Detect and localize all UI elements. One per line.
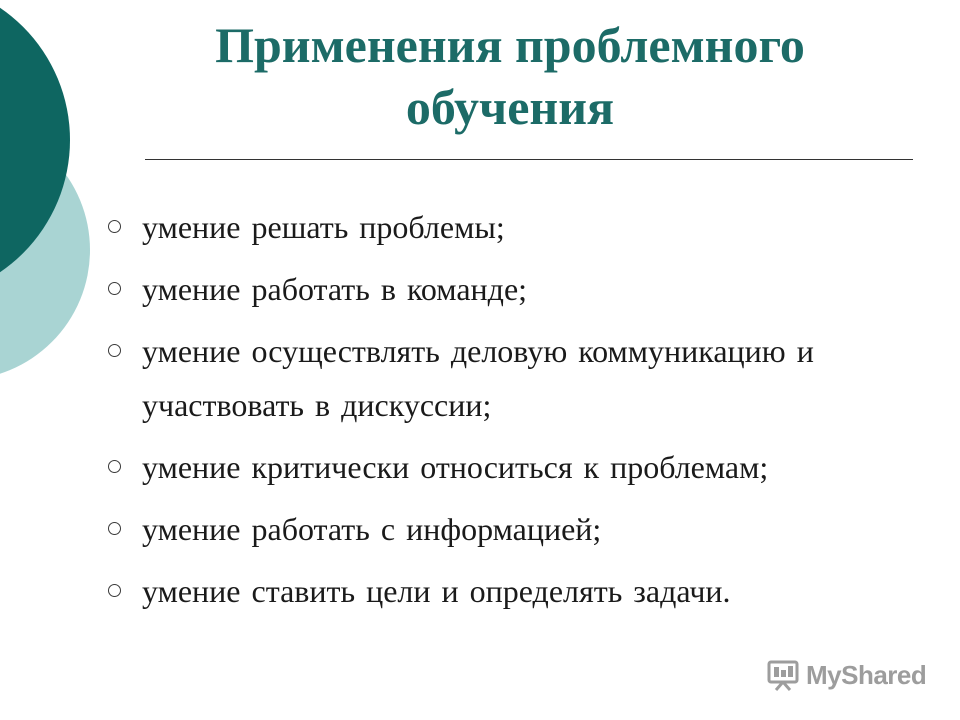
title-divider — [145, 159, 913, 160]
slide-title: Применения проблемного обучения — [215, 17, 805, 135]
list-item — [105, 200, 925, 254]
list-item — [105, 262, 925, 316]
bullet-text: умение ставить цели и определять задачи. — [142, 573, 731, 609]
watermark-logo — [766, 657, 926, 693]
list-item — [105, 324, 925, 432]
list-item — [105, 440, 925, 494]
hollow-circle-bullet-icon — [108, 220, 121, 233]
hollow-circle-bullet-icon — [108, 282, 121, 295]
presentation-board-icon — [766, 659, 800, 691]
bullet-text: умение критически относиться к проблемам; — [142, 449, 769, 485]
hollow-circle-bullet-icon — [108, 344, 121, 357]
hollow-circle-bullet-icon — [108, 460, 121, 473]
list-item — [105, 564, 925, 618]
bullet-text: умение работать в команде; — [142, 271, 528, 307]
hollow-circle-bullet-icon — [108, 584, 121, 597]
hollow-circle-bullet-icon — [108, 522, 121, 535]
list-item — [105, 502, 925, 556]
watermark-text: MyShared — [806, 659, 927, 690]
bullet-text: умение осуществлять деловую коммуникацию и участвовать в дискуссии; — [142, 333, 814, 423]
bullet-text: умение работать с информацией; — [142, 511, 602, 547]
bullet-text: умение решать проблемы; — [142, 209, 505, 245]
bullet-list — [105, 200, 925, 626]
